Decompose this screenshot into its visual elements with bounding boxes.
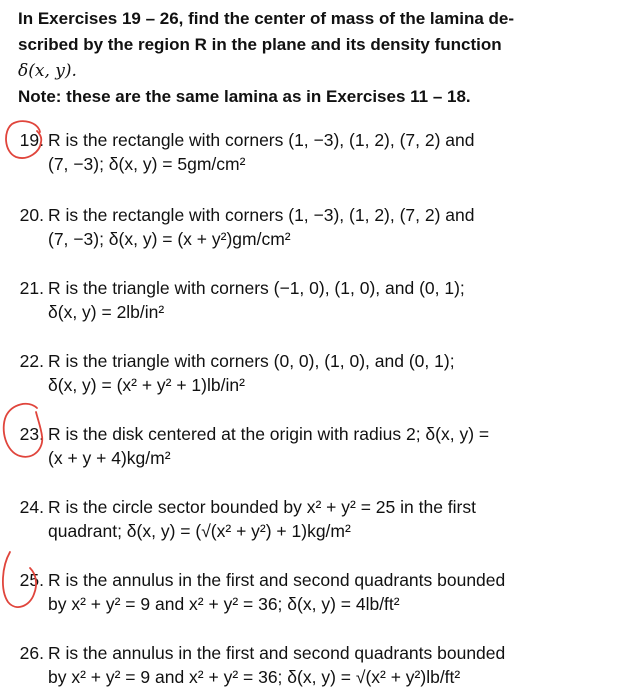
exercise-text-line-1: R is the triangle with corners (−1, 0), (1, 0), and (0, 1);	[48, 278, 465, 298]
exercise-text-line-1: R is the circle sector bounded by x² + y² = 25 in the first	[48, 497, 476, 517]
exercise-text-line-2: (7, −3); δ(x, y) = (x + y²)gm/cm²	[48, 229, 291, 249]
exercise-number: 26.	[19, 643, 44, 663]
instructions-line-3: δ(x, y).	[18, 61, 77, 81]
instructions-line-1: In Exercises 19 – 26, find the center of mass of the lamina de-	[18, 9, 515, 28]
instructions-note: Note: these are the same lamina as in Exercises 11 – 18.	[18, 87, 471, 106]
exercise-number: 22.	[19, 351, 44, 371]
exercise-number: 24.	[19, 497, 44, 517]
exercise-text-line-2: by x² + y² = 9 and x² + y² = 36; δ(x, y) = 4lb/ft²	[48, 594, 400, 614]
exercise-text-line-1: R is the triangle with corners (0, 0), (1, 0), and (0, 1);	[48, 351, 455, 371]
exercise-text-line-2: by x² + y² = 9 and x² + y² = 36; δ(x, y) = √(x² + y²)lb/ft²	[48, 667, 461, 687]
exercise-text-line-1: R is the rectangle with corners (1, −3), (1, 2), (7, 2) and	[48, 130, 475, 150]
exercise-number: 21.	[19, 278, 44, 298]
exercise-text-line-1: R is the rectangle with corners (1, −3), (1, 2), (7, 2) and	[48, 205, 475, 225]
exercise-text-line-2: quadrant; δ(x, y) = (√(x² + y²) + 1)kg/m²	[48, 521, 351, 541]
exercise-number: 19.	[19, 130, 44, 150]
exercise-text-line-1: R is the annulus in the first and second quadrants bounded	[48, 643, 506, 663]
exercise-number: 20.	[19, 205, 44, 225]
exercise-text-line-2: δ(x, y) = (x² + y² + 1)lb/in²	[48, 375, 245, 395]
exercise-text-line-2: δ(x, y) = 2lb/in²	[48, 302, 165, 322]
exercise-text-line-1: R is the annulus in the first and second quadrants bounded	[48, 570, 506, 590]
exercise-number: 25.	[19, 570, 44, 590]
exercise-text-line-1: R is the disk centered at the origin with radius 2; δ(x, y) =	[48, 424, 490, 444]
instructions-line-2: scribed by the region R in the plane and its density function	[18, 35, 502, 54]
exercise-number: 23.	[19, 424, 44, 444]
exercise-text-line-2: (x + y + 4)kg/m²	[48, 448, 171, 468]
instructions-header	[18, 6, 618, 110]
exercise-text-line-2: (7, −3); δ(x, y) = 5gm/cm²	[48, 154, 246, 174]
